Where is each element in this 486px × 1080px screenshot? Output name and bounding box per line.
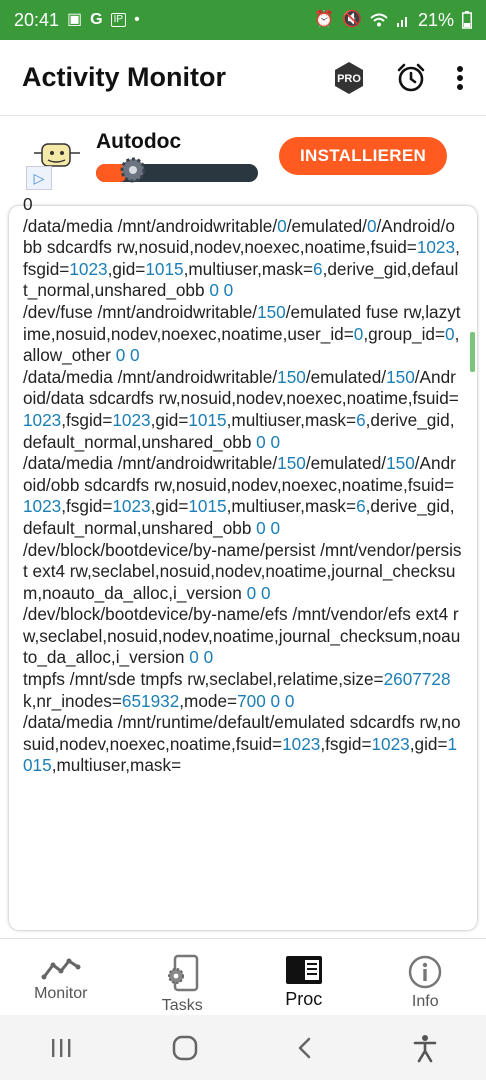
proc-number: 0 <box>246 582 257 603</box>
proc-number: 0 <box>256 517 266 538</box>
alarm-icon: ⏰ <box>314 11 335 28</box>
proc-number: 0 <box>277 215 287 236</box>
proc-line <box>23 540 463 605</box>
app-title: Activity Monitor <box>22 62 227 92</box>
proc-text-segment: ,fsgid= <box>61 496 113 517</box>
proc-number: 700 <box>237 690 266 711</box>
proc-text-segment: ,gid= <box>409 733 448 754</box>
proc-number: 1023 <box>23 409 62 430</box>
back-icon[interactable] <box>296 1036 314 1060</box>
proc-text-segment: ,multiuser,mask= <box>226 496 357 517</box>
proc-line <box>23 604 463 669</box>
proc-line <box>23 453 463 539</box>
wifi-icon <box>370 13 388 27</box>
proc-number: 2607728 <box>383 669 451 690</box>
proc-text-segment: tmpfs /mnt/sde tmpfs rw,seclabel,relatime,size= <box>23 669 384 690</box>
system-navigation-bar <box>0 1015 486 1080</box>
proc-line <box>23 194 463 216</box>
alarm-clock-icon[interactable] <box>396 63 426 93</box>
proc-number: 1023 <box>371 733 410 754</box>
proc-text-segment: ,gid= <box>107 258 146 279</box>
proc-text-segment: ,gid= <box>150 409 189 430</box>
proc-text-segment: /emulated fuse rw,lazytime,nosuid,nodev,noexec,noatime,user_id= <box>23 301 461 344</box>
proc-number: 1023 <box>416 237 456 258</box>
proc-text-segment: /emulated/ <box>286 215 367 236</box>
proc-number: 1015 <box>23 733 458 776</box>
proc-text-segment: ,group_id= <box>363 323 446 344</box>
google-icon: G <box>90 11 103 28</box>
proc-number: 0 <box>130 345 140 366</box>
proc-number: 0 <box>256 431 266 452</box>
proc-text-segment: /dev/block/bootdevice/by-name/efs /mnt/vendor/efs ext4 rw,seclabel,nosuid,nodev,noatime,journal_checksum,noauto_da_alloc,i_version <box>23 604 461 668</box>
proc-number: 150 <box>386 453 415 474</box>
accessibility-icon[interactable] <box>413 1034 437 1062</box>
proc-text-segment: /dev/block/bootdevice/by-name/persist /mnt/vendor/persist ext4 rw,seclabel,nosuid,nodev,noatime,journal_checksum,noauto_da_alloc,i_version <box>23 539 462 603</box>
proc-number: 0 <box>445 323 455 344</box>
proc-text-segment: ,fsgid= <box>23 237 460 279</box>
proc-number: 1023 <box>69 258 108 279</box>
phone-gear-icon <box>165 955 199 993</box>
proc-text-segment: /Android/obb sdcardfs rw,nosuid,nodev,noexec,noatime,fsuid= <box>23 453 456 495</box>
status-bar <box>0 0 486 40</box>
proc-number: 0 <box>270 517 281 538</box>
proc-number: 150 <box>277 453 306 474</box>
proc-text-segment: ,allow_other <box>23 323 460 366</box>
ip-icon: IP <box>111 13 126 27</box>
proc-number: 1023 <box>112 409 151 430</box>
proc-line <box>23 302 463 367</box>
proc-text-segment: k,nr_inodes= <box>23 690 122 711</box>
info-icon <box>408 955 442 989</box>
proc-text-segment: ,gid= <box>150 496 189 517</box>
recents-icon[interactable] <box>49 1037 73 1059</box>
proc-number: 150 <box>257 301 286 322</box>
proc-number: 150 <box>386 366 415 387</box>
proc-number: 0 <box>203 647 214 668</box>
nav-label-monitor: Monitor <box>34 985 88 1002</box>
proc-text-segment: ,multiuser,mask= <box>51 755 182 776</box>
proc-text-segment: /emulated/ <box>305 453 387 474</box>
proc-text-segment: /Android/data sdcardfs rw,nosuid,nodev,noexec,noatime,fsuid= <box>23 366 459 409</box>
proc-number: 1015 <box>188 496 227 517</box>
proc-number: 1023 <box>23 496 62 517</box>
proc-number: 0 <box>223 280 234 301</box>
more-vert-icon[interactable] <box>456 65 464 91</box>
proc-text-segment: /Android/obb sdcardfs rw,nosuid,nodev,noexec,noatime,fsuid= <box>23 215 455 258</box>
mute-icon: 🔇 <box>342 11 362 28</box>
adchoices-icon[interactable]: ▷ <box>26 166 52 190</box>
proc-text-segment: ,multiuser,mask= <box>226 409 357 430</box>
proc-number: 1023 <box>112 496 151 517</box>
proc-text-segment: ,derive_gid,default_normal,unshared_obb <box>23 496 455 538</box>
proc-text-segment: /data/media /mnt/androidwritable/ <box>23 215 278 236</box>
proc-number: 0 <box>209 280 219 301</box>
home-icon[interactable] <box>172 1035 198 1061</box>
proc-number: 6 <box>313 258 323 279</box>
battery-percent: 21% <box>417 9 454 30</box>
proc-mounts-text <box>23 194 463 777</box>
proc-number: 1015 <box>188 409 227 430</box>
proc-text-segment: ,derive_gid,default_normal,unshared_obb <box>23 258 459 301</box>
proc-line <box>23 367 463 453</box>
proc-number: 6 <box>356 496 366 517</box>
ad-banner[interactable] <box>0 117 486 202</box>
scrollbar-thumb[interactable] <box>470 332 475 372</box>
pro-icon[interactable] <box>332 61 366 95</box>
proc-number: 0 <box>270 431 281 452</box>
nav-info[interactable] <box>365 939 486 1015</box>
signal-icon <box>396 13 410 27</box>
proc-number: 0 <box>353 323 364 344</box>
status-time: 20:41 <box>14 9 60 30</box>
proc-line <box>23 669 463 712</box>
proc-text-segment: ,fsgid= <box>61 409 113 430</box>
nav-label-tasks: Tasks <box>161 997 203 1014</box>
proc-number: 0 <box>270 690 281 711</box>
proc-text-segment: /emulated/ <box>305 366 387 387</box>
gear-icon <box>118 155 148 185</box>
nav-tasks[interactable] <box>122 939 244 1015</box>
dot-icon: • <box>134 11 140 28</box>
proc-text-segment: ,mode= <box>179 690 238 711</box>
proc-text-segment: /dev/fuse /mnt/androidwritable/ <box>23 301 258 322</box>
proc-number: 0 <box>366 215 377 236</box>
proc-text-segment: ,multiuser,mask= <box>183 258 314 279</box>
app-bar <box>0 40 486 116</box>
proc-line <box>23 712 463 777</box>
proc-number: 1015 <box>145 258 184 279</box>
chart-line-icon <box>41 955 81 981</box>
proc-text-segment: /data/media /mnt/androidwritable/ <box>23 366 278 387</box>
nav-label-info: Info <box>411 993 439 1010</box>
bottom-navigation <box>0 938 486 1015</box>
nav-monitor[interactable] <box>0 939 122 1015</box>
proc-text-segment: ,derive_gid,default_normal,unshared_obb <box>23 409 455 452</box>
proc-text-segment: ,fsgid= <box>320 733 372 754</box>
proc-line <box>23 216 463 302</box>
image-icon: ▣ <box>67 11 83 28</box>
install-button[interactable]: INSTALLIEREN <box>279 137 447 175</box>
proc-text-segment: 0 <box>23 194 33 214</box>
proc-number: 6 <box>356 409 366 430</box>
proc-number: 150 <box>277 366 306 387</box>
document-panel-icon <box>285 955 323 985</box>
proc-number: 0 <box>189 647 199 668</box>
proc-number: 0 <box>260 582 271 603</box>
proc-number: 0 <box>284 690 295 711</box>
ad-title: Autodoc <box>96 130 182 153</box>
svg-text:PRO: PRO <box>337 72 361 85</box>
nav-label-proc: Proc <box>285 989 323 1009</box>
proc-number: 1023 <box>282 733 321 754</box>
proc-number: 651932 <box>121 690 180 711</box>
proc-panel[interactable] <box>9 194 477 930</box>
nav-proc[interactable] <box>243 939 365 1015</box>
proc-text-segment: /data/media /mnt/androidwritable/ <box>23 453 278 474</box>
proc-text-segment: /data/media /mnt/runtime/default/emulated sdcardfs rw,nosuid,nodev,noexec,noatime,fsuid= <box>23 712 461 754</box>
battery-icon <box>462 11 472 29</box>
proc-number: 0 <box>115 345 126 366</box>
